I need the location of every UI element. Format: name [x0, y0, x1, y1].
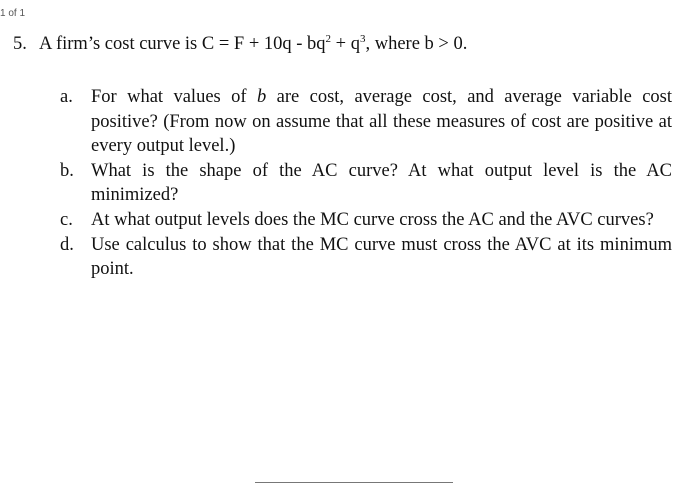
question-text-middle: + q: [331, 34, 360, 54]
part-text: At what output levels does the MC curve cross the AC and the AVC curves?: [91, 209, 654, 230]
part-letter: c.: [60, 209, 73, 230]
part-letter: a.: [60, 87, 73, 107]
question-text-end: , where b > 0.: [365, 34, 468, 54]
question-parts-list: [60, 85, 672, 282]
part-text: What is the shape of the AC curve? At what output level is the AC minimized?: [91, 160, 672, 206]
bottom-divider-line: [255, 482, 453, 483]
question-number: 5.: [13, 34, 27, 54]
question-stem: [13, 32, 467, 56]
part-letter: d.: [60, 234, 74, 255]
question-part-a: [60, 85, 672, 159]
question-part-d: [60, 233, 672, 282]
exponent-cubed: 3: [359, 33, 366, 45]
page-indicator: 1 of 1: [0, 8, 26, 19]
part-text: Use calculus to show that the MC curve must cross the AVC at its minimum point.: [91, 234, 672, 280]
question-part-b: [60, 159, 672, 208]
question-part-c: [60, 208, 672, 233]
part-letter: b.: [60, 160, 74, 181]
question-text-start: A firm’s cost curve is C = F + 10q - bq: [39, 34, 326, 54]
part-text: For what values of b are cost, average cost, and average variable cost positive? (From now on assume that all these measures of cost are positive at every output level.): [91, 87, 672, 157]
exponent-squared: 2: [325, 33, 332, 45]
italic-variable-b: b: [256, 87, 267, 107]
